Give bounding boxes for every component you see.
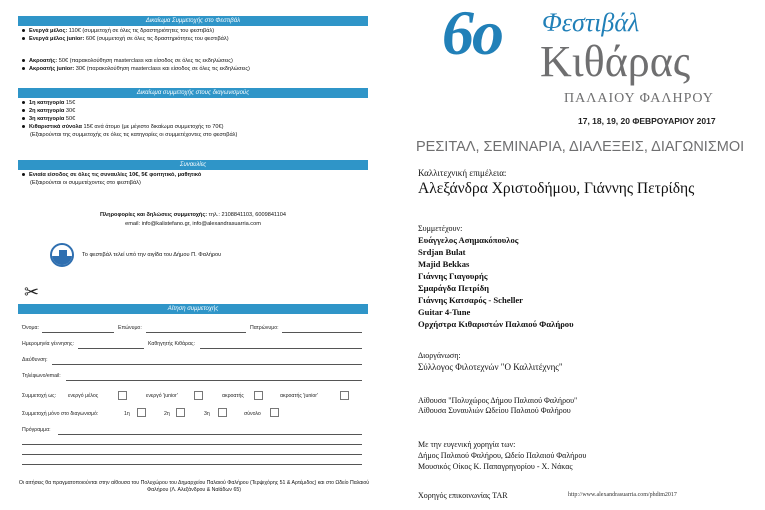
participant: Ευάγγελος Ασημακόπουλος	[418, 235, 519, 245]
festival-poster	[382, 0, 765, 510]
cat2-label: 2η	[164, 411, 170, 417]
surname-field[interactable]	[146, 332, 246, 333]
edition-number: 6ο	[442, 0, 502, 68]
phone-email-label: Τηλέφωνο/email:	[22, 373, 61, 379]
guitar-title: Κιθάρας	[540, 37, 691, 86]
scissors-icon: ✂	[24, 282, 40, 302]
cat3-label: 3η	[204, 411, 210, 417]
section-header-concerts: Συναυλίες	[18, 160, 368, 170]
listener-junior-label: ακροατής 'junior'	[280, 393, 318, 399]
program-field-3[interactable]	[22, 454, 362, 455]
registration-page	[0, 0, 380, 510]
artistic-label: Καλλιτεχνική επιμέλεια:	[418, 168, 507, 178]
cat1-checkbox[interactable]	[137, 408, 146, 417]
competition-only-label: Συμμετοχή μόνο στο διαγωνισμό:	[22, 411, 99, 417]
address-label: Διεύθυνση:	[22, 357, 48, 363]
listener-junior-checkbox[interactable]	[340, 391, 349, 400]
active-junior-label: ενεργό 'junior'	[146, 393, 178, 399]
participation-label: Συμμετοχή ως:	[22, 393, 57, 399]
cat3-checkbox[interactable]	[218, 408, 227, 417]
program-field-2[interactable]	[22, 444, 362, 445]
cat2-checkbox[interactable]	[176, 408, 185, 417]
listener-label: ακροατής	[222, 393, 244, 399]
footer-note: Οι αιτήσεις θα πραγματοποιούνται στην αίθουσα του Πολυχώρου του Δημαρχείου Παλαιού Φαλήρου (Τερψιχόρης 51 & Αρτέμιδος) και στο Ωδείο Παλαιού Φαλήρου (Λ. Αλεξάνδρου & Ναϊάδων 65)	[18, 480, 370, 493]
active-label: ενεργό μέλος	[68, 393, 99, 399]
listener-checkbox[interactable]	[254, 391, 263, 400]
name-field[interactable]	[42, 332, 114, 333]
sponsor-2: Μουσικός Οίκος Κ. Παπαγρηγορίου - Χ. Νάκας	[418, 462, 573, 471]
birthdate-field[interactable]	[78, 348, 144, 349]
program-field-4[interactable]	[22, 464, 362, 465]
active-junior-checkbox[interactable]	[194, 391, 203, 400]
sponsors-label: Με την ευγενική χορηγία των:	[418, 440, 516, 449]
ensemble-checkbox[interactable]	[270, 408, 279, 417]
participant: Guitar 4-Tune	[418, 307, 471, 317]
competition-line-4: Κιθαριστικά σύνολα 15€ ανά άτομο (με μέγιστο δικαίωμα συμμετοχής το 70€)	[22, 124, 224, 131]
program-field-1[interactable]	[58, 434, 362, 435]
section-header-application: Αίτηση συμμετοχής	[18, 304, 368, 314]
name-label: Όνομα:	[22, 325, 39, 331]
fee-line-1: Ενεργά μέλος: 110€ (συμμετοχή σε όλες τις δραστηριότητες του φεστιβάλ)	[22, 28, 214, 35]
organizer: Σύλλογος Φιλοτεχνών "Ο Καλλιτέχνης"	[418, 362, 563, 372]
ensemble-label: σύνολο	[244, 411, 261, 417]
municipality-logo-icon	[50, 243, 74, 267]
section-header-competition: Δικαίωμα συμμετοχής στους διαγωνισμούς	[18, 88, 368, 98]
sponsor-1: Δήμος Παλαιού Φαλήρου, Ωδείο Παλαιού Φαλήρου	[418, 451, 587, 460]
artistic-names: Αλεξάνδρα Χριστοδήμου, Γιάννης Πετρίδης	[418, 180, 695, 197]
program-label: Πρόγραμμα:	[22, 427, 51, 433]
town-title: ΠΑΛΑΙΟΥ ΦΑΛΗΡΟΥ	[564, 91, 714, 106]
municipality-line: Το φεστιβάλ τελεί υπό την αιγίδα του Δήμου Π. Φαλήρου	[82, 252, 222, 258]
competition-line-3: 3η κατηγορία 50€	[22, 116, 75, 123]
active-checkbox[interactable]	[118, 391, 127, 400]
venue-1: Αίθουσα "Πολυχώρος Δήμου Παλαιού Φαλήρου"	[418, 396, 578, 405]
participant: Γιάννης Γιαγουρής	[418, 271, 488, 281]
website-link[interactable]: http://www.alexandrasuarria.com/phdim2017	[568, 492, 677, 498]
address-field[interactable]	[52, 364, 362, 365]
patronymic-field[interactable]	[282, 332, 362, 333]
participant: Srdjan Bulat	[418, 247, 466, 257]
fee-line-3: Ακροατής: 50€ (παρακολούθηση masterclass και είσοδος σε όλες τις εκδηλώσεις)	[22, 58, 233, 65]
competition-line-1: 1η κατηγορία 15€	[22, 100, 75, 107]
participant: Σμαράγδα Πετρίδη	[418, 283, 490, 293]
fee-line-2: Ενεργά μέλος junior: 60€ (συμμετοχή σε όλες τις δραστηριότητες του φεστιβάλ)	[22, 36, 229, 43]
concert-line: Ενιαία είσοδος σε όλες τις συναυλίες 10€, 5€ φοιτητικό, μαθητικό	[22, 172, 201, 179]
phone-email-field[interactable]	[66, 380, 362, 381]
festival-dates: 17, 18, 19, 20 ΦΕΒΡΟΥΑΡΙΟΥ 2017	[578, 116, 716, 126]
cat1-label: 1η	[124, 411, 130, 417]
birthdate-label: Ημερομηνία γέννησης:	[22, 341, 74, 347]
email-line: email: info@kalistefano.gr, info@alexandrasuarria.com	[125, 221, 261, 227]
organizer-label: Διοργάνωση:	[418, 351, 461, 360]
participant: Majid Bekkas	[418, 259, 470, 269]
teacher-field[interactable]	[200, 348, 362, 349]
info-line: Πληροφορίες και δηλώσεις συμμετοχής: τηλ.: 2108841103, 6009841104	[100, 212, 286, 218]
event-types: ΡΕΣΙΤΑΛ, ΣΕΜΙΝΑΡΙΑ, ΔΙΑΛΕΞΕΙΣ, ΔΙΑΓΩΝΙΣΜΟΙ	[416, 139, 745, 155]
competition-note: (Εξαιρούνται της συμμετοχής σε όλες τις κατηγορίες οι συμμετέχοντες στο φεστιβάλ)	[30, 132, 238, 138]
participant: Γιάννης Κατσαρός - Scheller	[418, 295, 523, 305]
competition-line-2: 2η κατηγορία 30€	[22, 108, 75, 115]
participants-label: Συμμετέχουν:	[418, 224, 463, 233]
teacher-label: Καθηγητής Κιθάρας:	[148, 341, 195, 347]
communication-sponsor: Χορηγός επικοινωνίας TAR	[418, 491, 508, 500]
concert-note: (Εξαιρούνται οι συμμετέχοντες στο φεστιβάλ)	[30, 180, 141, 186]
patronymic-label: Πατρώνυμο:	[250, 325, 279, 331]
surname-label: Επώνυμο:	[118, 325, 142, 331]
festival-title: Φεστιβάλ	[542, 8, 640, 37]
fee-line-4: Ακροατής junior: 30€ (παρακολούθηση masterclass και είσοδος σε όλες τις εκδηλώσεις)	[22, 66, 250, 73]
venue-2: Αίθουσα Συναυλιών Ωδείου Παλαιού Φαλήρου	[418, 406, 571, 415]
participant: Ορχήστρα Κιθαριστών Παλαιού Φαλήρου	[418, 319, 574, 329]
section-header-fees: Δικαίωμα Συμμετοχής στο Φεστιβάλ	[18, 16, 368, 26]
